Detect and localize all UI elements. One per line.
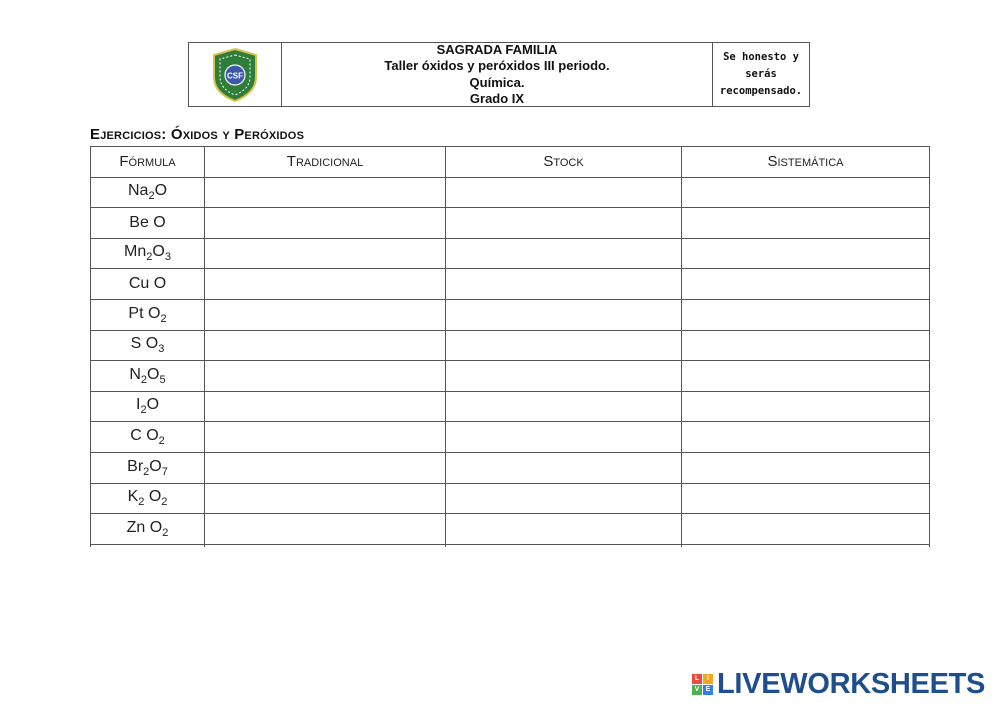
answer-cell-systematic[interactable] [682, 238, 930, 269]
answer-cell-stock[interactable] [446, 330, 682, 361]
table-row [91, 177, 930, 208]
worksheet-header [188, 42, 810, 107]
logo-initials: CSF [227, 71, 243, 80]
formula-symbol: O [149, 457, 162, 475]
formula-cell [91, 452, 205, 483]
table-row [91, 514, 930, 545]
formula-symbol: C O [130, 427, 159, 445]
answer-cell-stock[interactable] [446, 299, 682, 330]
formula-cell [91, 208, 205, 239]
table-row [91, 361, 930, 392]
answer-cell-traditional[interactable] [205, 391, 446, 422]
table-row [91, 422, 930, 453]
table-row [91, 330, 930, 361]
answer-cell-traditional[interactable] [205, 299, 446, 330]
continuation-cell [205, 544, 446, 547]
brand-mark-letter: I [703, 674, 713, 684]
formula-symbol: I [135, 396, 141, 414]
answer-cell-systematic[interactable] [682, 299, 930, 330]
formula-symbol: O [144, 488, 162, 506]
formula-symbol: Zn O [126, 518, 163, 536]
formula-symbol: Cu O [128, 275, 167, 293]
school-name: SAGRADA FAMILIA [436, 41, 558, 57]
section-title: Ejercicios: Óxidos y Peróxidos [90, 126, 305, 143]
formula-symbol: O [152, 243, 165, 261]
formula-symbol: Na [127, 182, 149, 200]
answer-cell-systematic[interactable] [682, 269, 930, 300]
answer-cell-stock[interactable] [446, 452, 682, 483]
formula-symbol: Pt O [128, 304, 161, 322]
answer-cell-traditional[interactable] [205, 269, 446, 300]
formula-subscript: 2 [160, 312, 167, 325]
formula-symbol: O [146, 396, 160, 414]
answer-cell-traditional[interactable] [205, 361, 446, 392]
column-header-formula: Fórmula [91, 147, 205, 178]
formula-subscript: 5 [159, 374, 166, 387]
answer-cell-systematic[interactable] [682, 330, 930, 361]
answer-cell-systematic[interactable] [682, 361, 930, 392]
brand-mark-letter: E [703, 685, 713, 695]
continuation-cell [446, 544, 682, 547]
table-row [91, 269, 930, 300]
formula-symbol: O [154, 182, 168, 200]
formula-subscript: 2 [138, 496, 145, 509]
answer-cell-traditional[interactable] [205, 238, 446, 269]
answer-cell-traditional[interactable] [205, 208, 446, 239]
brand-mark-icon [692, 674, 713, 695]
motto-line: recompensado. [719, 85, 803, 97]
exercise-table [90, 146, 930, 547]
table-row [91, 208, 930, 239]
formula-symbol: K [127, 488, 139, 506]
formula-subscript: 2 [162, 527, 169, 540]
brand-mark-letter: V [692, 685, 702, 695]
formula-symbol: S O [130, 335, 159, 353]
formula-cell [91, 391, 205, 422]
answer-cell-systematic[interactable] [682, 452, 930, 483]
formula-symbol: Be O [129, 213, 166, 231]
table-row [91, 483, 930, 514]
formula-symbol: Br [127, 457, 144, 475]
school-shield-logo [210, 47, 260, 103]
motto-line: serás [745, 68, 777, 80]
answer-cell-stock[interactable] [446, 361, 682, 392]
answer-cell-stock[interactable] [446, 269, 682, 300]
continuation-cell [91, 544, 205, 547]
formula-cell [91, 483, 205, 514]
formula-subscript: 2 [161, 496, 168, 509]
formula-symbol: N [129, 365, 141, 383]
answer-cell-stock[interactable] [446, 177, 682, 208]
answer-cell-systematic[interactable] [682, 422, 930, 453]
table-row [91, 452, 930, 483]
brand-wordmark: LIVEWORKSHEETS [717, 668, 986, 700]
liveworksheets-brand [692, 668, 985, 701]
grade: Grado IX [469, 91, 525, 106]
formula-cell [91, 514, 205, 545]
answer-cell-stock[interactable] [446, 514, 682, 545]
table-row-continuation [91, 544, 930, 547]
motto-line: Se honesto y [723, 51, 799, 63]
motto-cell [713, 43, 809, 106]
answer-cell-traditional[interactable] [205, 177, 446, 208]
formula-subscript: 2 [148, 190, 155, 203]
formula-subscript: 2 [140, 374, 148, 387]
column-header-stock: Stock [446, 147, 682, 178]
brand-mark-letter: L [692, 674, 702, 684]
answer-cell-traditional[interactable] [205, 422, 446, 453]
table-row [91, 238, 930, 269]
answer-cell-traditional[interactable] [205, 514, 446, 545]
answer-cell-systematic[interactable] [682, 208, 930, 239]
formula-symbol: O [147, 365, 160, 383]
formula-subscript: 3 [158, 343, 165, 356]
formula-subscript: 2 [143, 465, 150, 478]
answer-cell-stock[interactable] [446, 208, 682, 239]
answer-cell-traditional[interactable] [205, 483, 446, 514]
workshop-title: Taller óxidos y peróxidos III periodo. [384, 58, 610, 73]
formula-cell [91, 269, 205, 300]
header-title-block [282, 43, 713, 106]
subject: Química. [469, 74, 525, 90]
table-row [91, 299, 930, 330]
formula-cell [91, 330, 205, 361]
formula-symbol: Mn [124, 243, 147, 261]
answer-cell-traditional[interactable] [205, 330, 446, 361]
logo-cell [189, 43, 282, 106]
answer-cell-stock[interactable] [446, 422, 682, 453]
answer-cell-systematic[interactable] [682, 483, 930, 514]
formula-cell [91, 238, 205, 269]
answer-cell-stock[interactable] [446, 238, 682, 269]
table-header-row [91, 147, 930, 178]
answer-cell-systematic[interactable] [682, 391, 930, 422]
formula-cell [91, 299, 205, 330]
formula-cell [91, 361, 205, 392]
continuation-cell [682, 544, 930, 547]
column-header-systematic: Sistemática [682, 147, 930, 178]
formula-subscript: 2 [146, 251, 153, 264]
answer-cell-stock[interactable] [446, 391, 682, 422]
formula-subscript: 2 [158, 435, 165, 448]
answer-cell-systematic[interactable] [682, 514, 930, 545]
table-row [91, 391, 930, 422]
formula-cell [91, 177, 205, 208]
column-header-traditional: Tradicional [205, 147, 446, 178]
formula-subscript: 7 [161, 465, 168, 478]
answer-cell-stock[interactable] [446, 483, 682, 514]
answer-cell-traditional[interactable] [205, 452, 446, 483]
formula-subscript: 3 [164, 251, 171, 264]
formula-cell [91, 422, 205, 453]
formula-subscript: 2 [140, 404, 147, 417]
answer-cell-systematic[interactable] [682, 177, 930, 208]
